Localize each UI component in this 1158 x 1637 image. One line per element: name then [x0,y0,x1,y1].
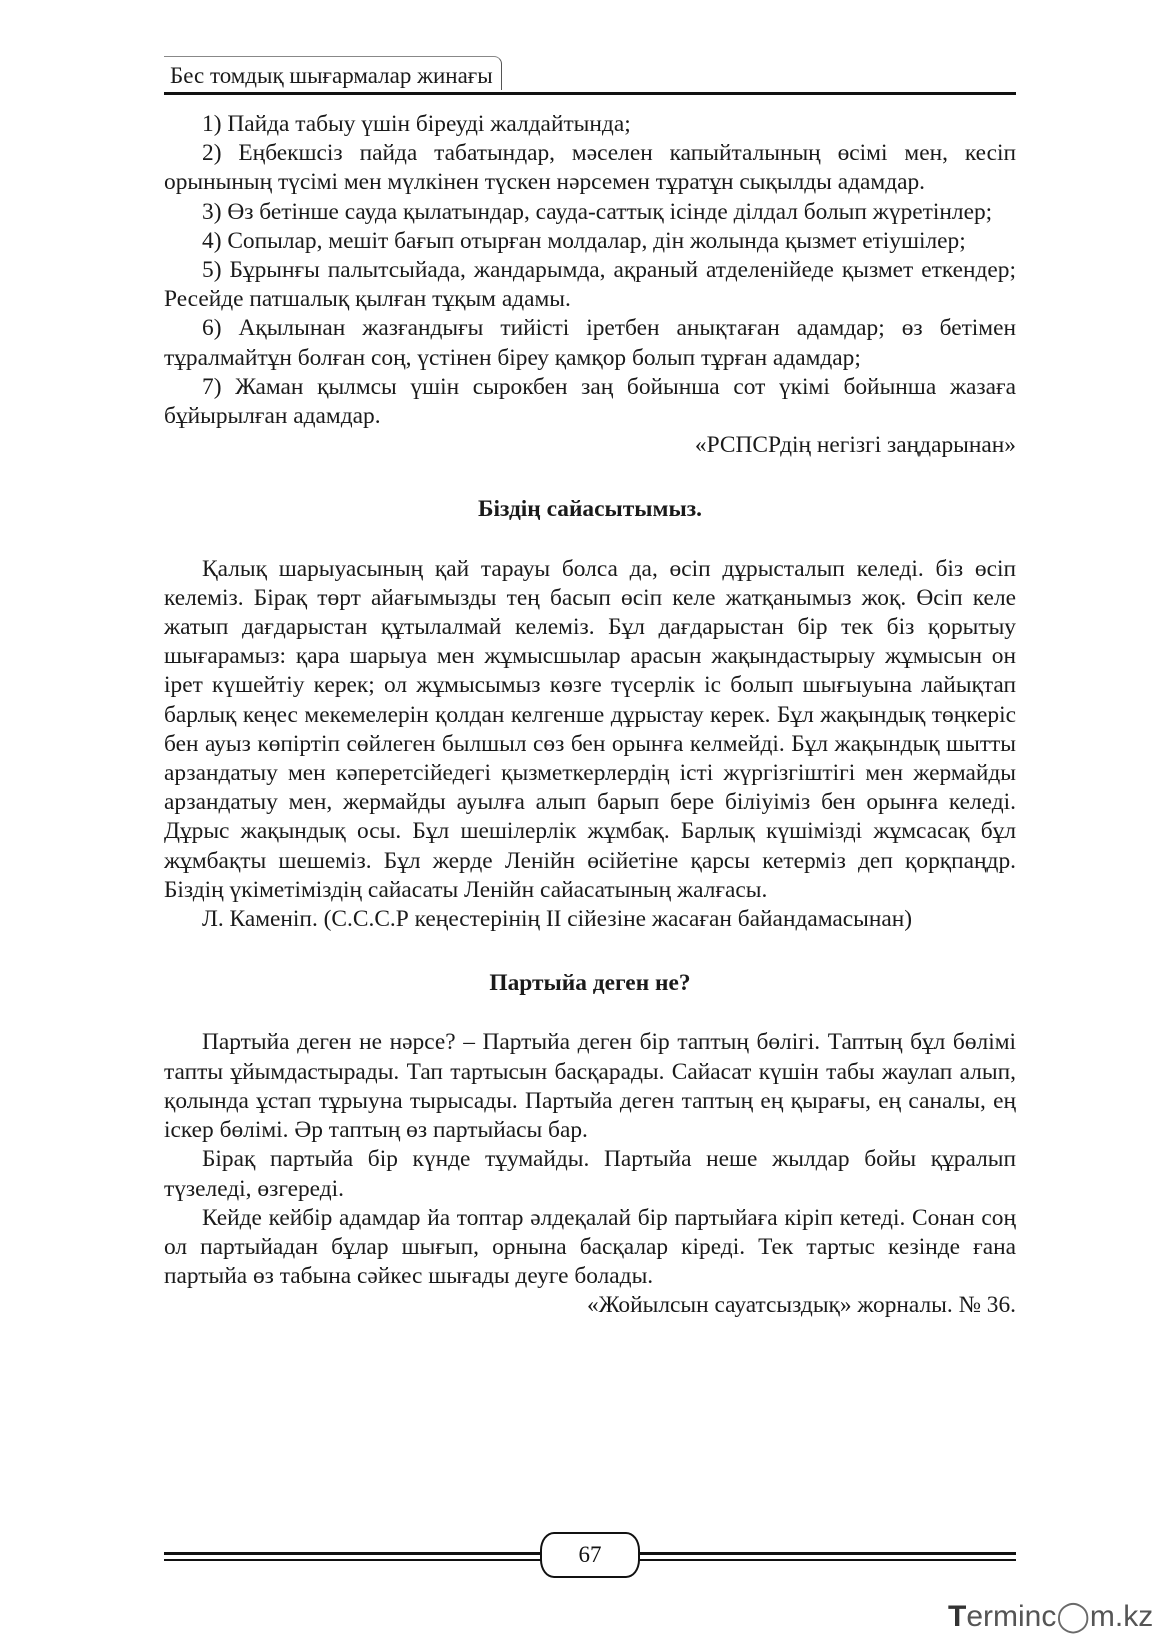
list-item: 6) Ақылынан жазғандығы тийісті іретбен анықтаған адамдар; өз бетімен тұралмайтұн болған соң, үстінен біреу қамқор болып тұрған адамдар; [164,315,1016,371]
source-citation: «РСПСРдің негізгі заңдарынан» [694,432,1016,459]
list-item: 4) Сопылар, мешіт бағып отырған молдалар, дін жолында қызмет етіушілер; [202,227,966,254]
body-paragraph: Партыйа деген не нәрсе? – Партыйа деген бір таптың бөлігі. Таптың бұл бөлімі тапты ұйымдастырады. Тап тартысын басқарады. Сайасат күшін табы жаулап алып, қолында ұстап тұрыуна тырысады. Партыйа деген таптың ең қырағы, ең саналы, ең іскер бөлімі. Әр таптың өз партыйасы бар. [164,1029,1016,1144]
watermark-letter: T [948,1600,967,1633]
site-watermark [948,1600,1154,1634]
source-citation: «Жойылсын сауатсыздық» жорналы. № 36. [586,1292,1016,1319]
watermark-text: m.kz [1089,1600,1154,1633]
page-footer [164,1530,1016,1580]
list-item: 7) Жаман қылмсы үшін сырокбен заң бойынша сот үкімі бойынша жазаға бұйырылған адамдар. [164,373,1016,430]
body-paragraph: Бірақ партыйа бір күнде тұумайды. Партыйа неше жылдар бойы құралып түзеледі, өзгереді. [164,1146,1016,1202]
page-number: 67 [540,1532,640,1578]
list-item: 2) Еңбекшсіз пайда табатындар, мәселен капыйталының өсімі мен, кесіп орынының түсімі мен мүлкінен түскен нәрсемен тұратұн сықылды адамдар. [164,140,1016,196]
running-header-title: Бес томдық шығармалар жинағы [164,56,502,90]
page-content [164,110,1016,1321]
running-header [164,56,1016,96]
body-paragraph: Қалық шарыуасының қай тарауы болса да, өсіп дұрысталып келеді. біз өсіп келеміз. Бірақ төрт айағымызды тең басып өсіп келе жатқанымыз жоқ. Өсіп келе жатып дағдарыстан құтылалмай келеміз. Бұл дағдарыстан бір тек біз қорытыу шығарамыз: қара шарыуа мен жұмысшылар арасын жақындастырыу жұмысын он ірет күшейтіу керек; ол жұмысымыз көзге түсерлік іс болып шығыуына лайықтап барлық кеңес мекемелерін қолдан келгенше дұрыстау керек. Бұл жақындық төңкеріс бен ауыз көпіртіп сөйлеген былшыл сөз бен орынға келмейді. Бұл жақындық шытты арзандатыу мен кәперетсійедегі қызметкерлердің істі жүргізгіштігі мен жермайды арзандатыу мен, жермайды ауылға алып барып бере біліуіміз бен орынға келеді. Дұрыс жақындық осы. Бұл шешілерлік жұмбақ. Барлық күшімізді жұмсасақ бұл жұмбақты шешеміз. Бұл жерде Ленійн өсійетіне қарсы кетерміз деп қорқпаңдр. Біздің үкіметіміздің сайасаты Ленійн сайасатының жалғасы. [164,555,1016,903]
watermark-circle-icon: ◯ [1056,1600,1090,1633]
section-heading: Партыйа деген не? [489,970,691,997]
section-heading: Біздің сайасытымыз. [478,496,702,523]
source-citation: Л. Каменіп. (С.С.С.Р кеңестерінің ІІ сійезіне жасаған байандамасынан) [202,906,913,933]
header-rule [164,92,1016,95]
body-paragraph: Кейде кейбір адамдар йа топтар әлдеқалай бір партыйаға кіріп кетеді. Сонан соң ол партыйадан бұлар шығып, орнына басқалар кіреді. Тек тартыс кезінде ғана партыйа өз табына сәйкес шығады деуге болады. [164,1204,1016,1290]
list-item: 1) Пайда табыу үшін біреуді жалдайтында; [202,111,631,137]
list-item: 5) Бұрынғы палытсыйада, жандарымда, ақраный атделенійеде қызмет еткендер; Ресейде патшалық қылған тұқым адамы. [164,257,1016,313]
watermark-text: erminc [966,1600,1057,1633]
list-item: 3) Өз бетінше сауда қылатындар, сауда-саттық ісінде ділдал болып жүретінлер; [202,198,993,225]
